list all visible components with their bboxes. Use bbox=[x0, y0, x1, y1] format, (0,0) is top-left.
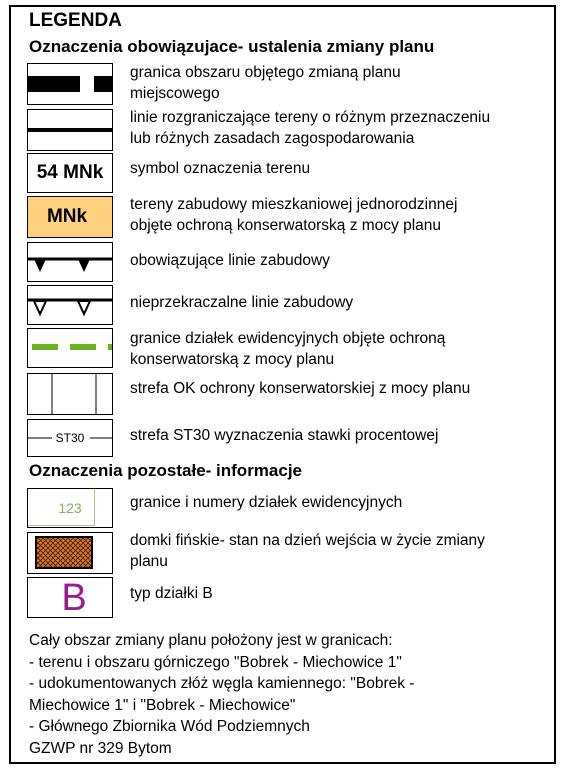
area-note bbox=[29, 630, 549, 760]
legend-title: LEGENDA bbox=[29, 10, 122, 31]
desc-line: domki fińskie- stan na dzień wejścia w życie zmiany bbox=[130, 532, 485, 549]
desc-line: konserwatorską z mocy planu bbox=[130, 351, 335, 368]
zone-ok-symbol bbox=[27, 373, 113, 415]
non-exceedable-building-lines-symbol bbox=[27, 285, 113, 325]
plot-number-text: 123 bbox=[58, 500, 82, 516]
desc-line: symbol oznaczenia terenu bbox=[130, 160, 311, 177]
zone-st30-symbol bbox=[27, 419, 113, 457]
area-symbol-description bbox=[130, 158, 555, 179]
desc-line: strefa ST30 wyznaczenia stawki procentowej bbox=[130, 427, 439, 444]
mnk-zone-description bbox=[130, 194, 555, 236]
zone-st30-description bbox=[130, 425, 555, 446]
desc-line: strefa OK ochrony konserwatorskiej z mocy planu bbox=[130, 380, 471, 397]
note-line: - udokumentowanych złóż węgla kamiennego: "Bobrek - bbox=[29, 675, 415, 693]
area-symbol-text: 54 MNk bbox=[36, 162, 104, 183]
note-line: Cały obszar zmiany planu położony jest w granicach: bbox=[29, 632, 393, 649]
mnk-zone-symbol bbox=[27, 196, 113, 238]
plot-boundaries-protected-description bbox=[130, 328, 555, 370]
desc-line: granice i numery działek ewidencyjnych bbox=[130, 494, 403, 511]
desc-line: typ działki B bbox=[130, 585, 213, 602]
boundary-description bbox=[130, 62, 555, 104]
plot-type-b-description bbox=[130, 583, 555, 604]
desc-line: lub różnych zasadach zagospodarowania bbox=[130, 130, 415, 147]
desc-line: miejscowego bbox=[130, 85, 220, 102]
finnish-houses-symbol bbox=[27, 532, 113, 574]
desc-line: granice działek ewidencyjnych objęte ochroną bbox=[130, 330, 446, 347]
section-binding-title: Oznaczenia obowiązujace- ustalenia zmiany planu bbox=[29, 37, 435, 56]
dividing-lines-symbol bbox=[27, 109, 113, 151]
note-line: - Głównego Zbiornika Wód Podziemnych bbox=[29, 718, 310, 736]
plot-type-b-symbol bbox=[27, 577, 113, 618]
zone-ok-description bbox=[130, 378, 555, 399]
desc-line: planu bbox=[130, 553, 168, 570]
desc-line: tereny zabudowy mieszkaniowej jednorodzinnej bbox=[130, 196, 458, 213]
dividing-lines-description bbox=[130, 107, 555, 149]
zone-st30-text: ST30 bbox=[55, 431, 85, 445]
desc-line: objęte ochroną konserwatorską z mocy planu bbox=[130, 217, 442, 234]
plot-numbers-description bbox=[130, 492, 555, 513]
plot-type-b-letter: B bbox=[61, 577, 87, 619]
boundary-symbol bbox=[27, 63, 113, 105]
desc-line: nieprzekraczalne linie zabudowy bbox=[130, 294, 354, 311]
plot-numbers-symbol bbox=[27, 488, 113, 528]
finnish-houses-description bbox=[130, 530, 555, 572]
desc-line: obowiązujące linie zabudowy bbox=[130, 252, 330, 269]
mnk-zone-text: MNk bbox=[46, 206, 88, 227]
plot-boundaries-protected-symbol bbox=[27, 328, 113, 368]
mandatory-building-lines-symbol bbox=[27, 242, 113, 282]
mandatory-building-lines-description bbox=[130, 250, 555, 271]
note-line: GZWP nr 329 Bytom bbox=[29, 739, 172, 757]
section-info-title: Oznaczenia pozostałe- informacje bbox=[29, 461, 303, 480]
desc-line: granica obszaru objętego zmianą planu bbox=[130, 64, 401, 81]
desc-line: linie rozgraniczające tereny o różnym przeznaczeniu bbox=[130, 109, 491, 126]
area-symbol-sample bbox=[27, 153, 113, 193]
note-line: Miechowice 1" i "Bobrek - Miechowice" bbox=[29, 696, 296, 714]
note-line: - terenu i obszaru górniczego "Bobrek - Miechowice 1" bbox=[29, 653, 402, 671]
non-exceedable-building-lines-description bbox=[130, 292, 555, 313]
